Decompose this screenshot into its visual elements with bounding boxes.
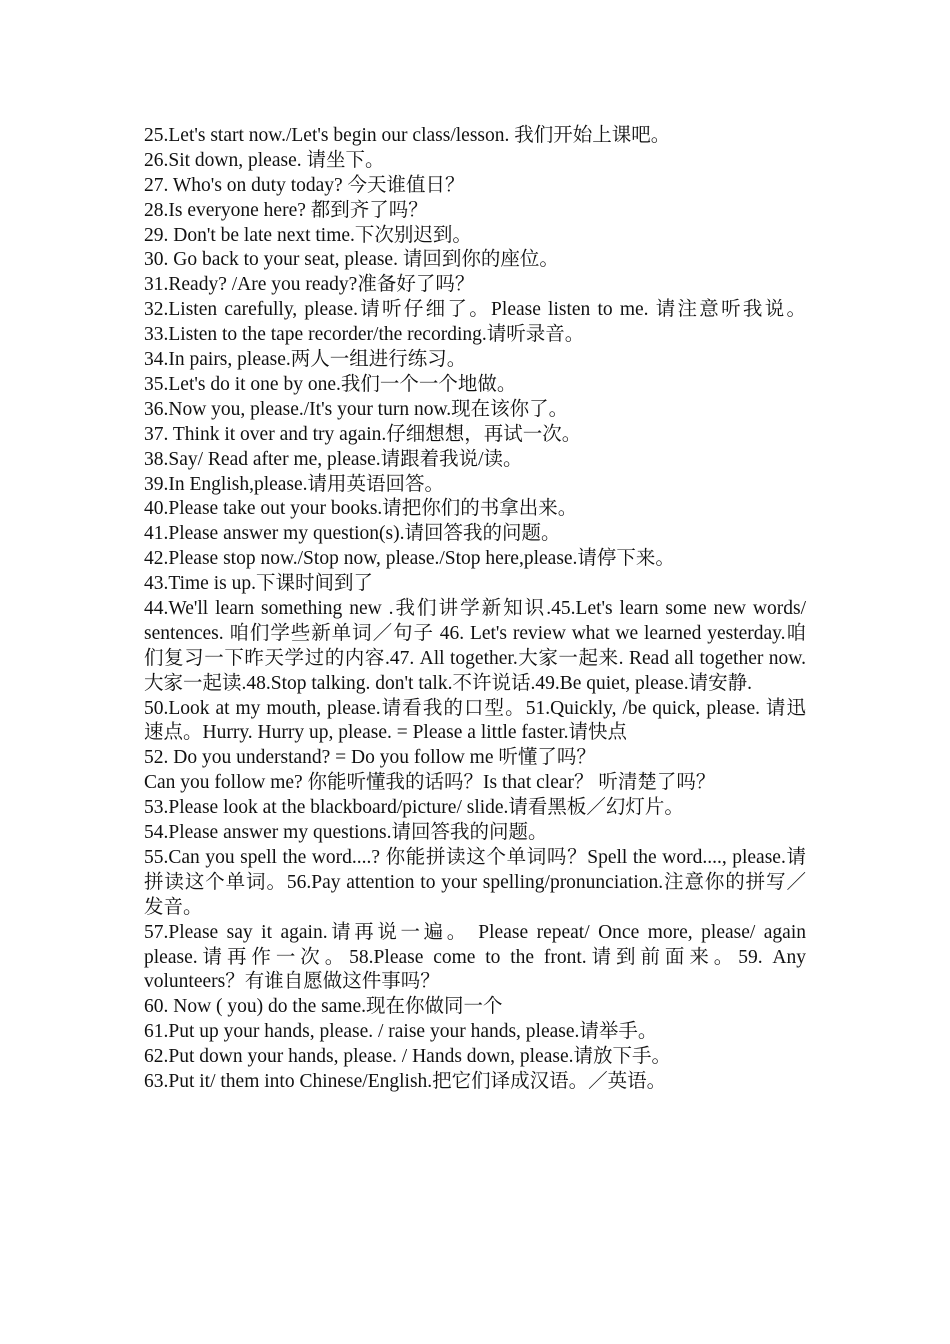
text-line: 42.Please stop now./Stop now, please./Stop here,please.请停下来。 — [144, 548, 675, 570]
text-line: 38.Say/ Read after me, please.请跟着我说/读。 — [144, 448, 523, 470]
text-line: 54.Please answer my questions.请回答我的问题。 — [144, 822, 548, 844]
text-line: 35.Let's do it one by one.我们一个一个地做。 — [144, 373, 517, 395]
paragraph-50: 50.Look at my mouth, please.请看我的口型。51.Quickly, /be quick, please. 请迅速点。Hurry. Hurry up, please. = Please a little faster.请快点 — [144, 697, 806, 744]
text-line: 43.Time is up.下课时间到了 — [144, 573, 373, 595]
text-line: 25.Let's start now./Let's begin our class/lesson. 我们开始上课吧。 — [144, 125, 671, 146]
text-line: 40.Please take out your books.请把你们的书拿出来。 — [144, 498, 578, 520]
text-line: 52. Do you understand? = Do you follow me 听懂了吗？ — [144, 747, 596, 769]
text-line: 28.Is everyone here? 都到齐了吗？ — [144, 199, 428, 221]
document-body — [144, 124, 806, 1095]
text-line: 29. Don't be late next time.下次别迟到。 — [144, 224, 472, 246]
text-line: 63.Put it/ them into Chinese/English.把它们译成汉语。／英语。 — [144, 1071, 667, 1093]
paragraph-57: 57.Please say it again.请再说一遍。 Please repeat/ Once more, please/ again please.请再作一次。58.Please come to the front.请到前面来。59. Any volunteers？有谁自愿做这件事吗？ — [144, 921, 806, 993]
text-line: 61.Put up your hands, please. / raise your hands, please.请举手。 — [144, 1021, 658, 1043]
text-line: 36.Now you, please./It's your turn now.现在该你了。 — [144, 398, 569, 420]
text-line: 27. Who's on duty today? 今天谁值日？ — [144, 174, 465, 196]
text-line: 30. Go back to your seat, please. 请回到你的座位。 — [144, 249, 559, 271]
paragraph-44: 44.We'll learn something new .我们讲学新知识.45.Let's learn some new words/ sentences. 咱们学些新单词／句子 46. Let's review what we learned yesterday.咱们复习一下昨天学过的内容.47. All together.大家一起来. Read all together now.大家一起读.48.Stop talking. don't talk.不许说话.49.Be quiet, please.请安静. — [144, 597, 806, 694]
text-line: Can you follow me? 你能听懂我的话吗？Is that clear？ 听清楚了吗？ — [144, 772, 716, 794]
text-line: 62.Put down your hands, please. / Hands down, please.请放下手。 — [144, 1046, 671, 1068]
text-line: 37. Think it over and try again.仔细想想，再试一次。 — [144, 423, 582, 445]
text-line: 41.Please answer my question(s).请回答我的问题。 — [144, 523, 561, 545]
text-line: 53.Please look at the blackboard/picture/ slide.请看黑板／幻灯片。 — [144, 797, 684, 819]
paragraph-32: 32.Listen carefully, please.请听仔细了。Please listen to me. 请注意听我说。 33.Listen to the tape recorder/the recording.请听录音。 — [144, 299, 806, 346]
text-line: 34.In pairs, please.两人一组进行练习。 — [144, 349, 467, 371]
text-line: 39.In English,please.请用英语回答。 — [144, 473, 445, 495]
text-line: 31.Ready? /Are you ready?准备好了吗？ — [144, 274, 475, 296]
text-line: 60. Now ( you) do the same.现在你做同一个 — [144, 996, 503, 1018]
text-line: 26.Sit down, please. 请坐下。 — [144, 149, 385, 171]
paragraph-55: 55.Can you spell the word....? 你能拼读这个单词吗？Spell the word...., please.请拼读这个单词。56.Pay attention to your spelling/pronunciation.注意你的拼写／发音。 — [144, 846, 806, 918]
